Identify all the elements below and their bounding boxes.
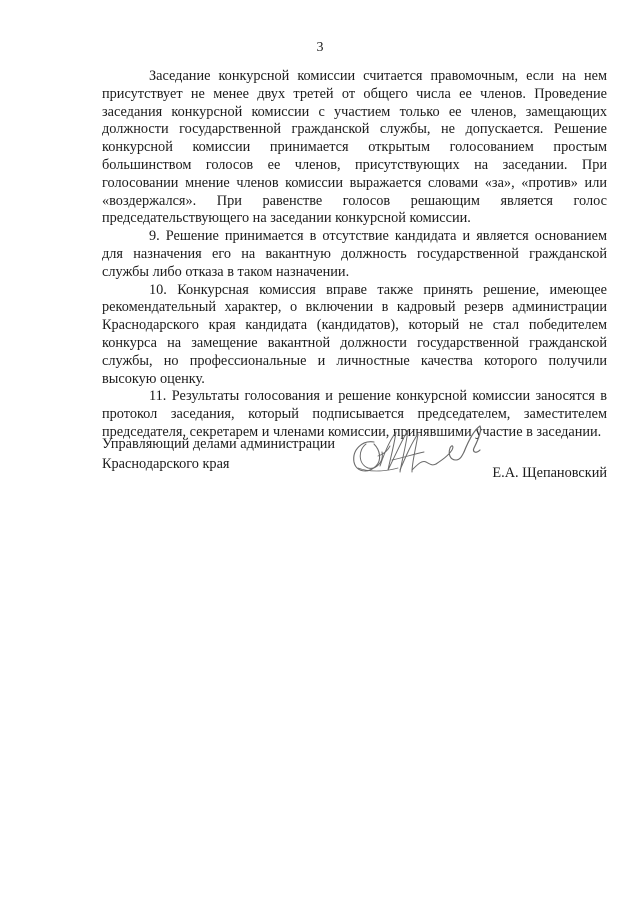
paragraph-10: 10. Конкурсная комиссия вправе также принять решение, имеющее рекомендательный характер, о включении в кадровый резерв администрации Краснодарского края кандидата (кандидатов), который не стал победителем конкурса на замещение вакантной должности государственной гражданской службы, но профессиональные и личностные качества которого получили высокую оценку. [102, 281, 607, 387]
signer-name: Е.А. Щепановский [492, 465, 607, 481]
paragraph-quorum: Заседание конкурсной комиссии считается правомочным, если на нем присутствует не менее двух третей от общего числа ее членов. Проведение заседания конкурсной комиссии с участием только ее членов, замещающих должности государственной гражданской службы, не допускается. Решение конкурсной комиссии принимается открытым голосованием простым большинством голосов ее членов, присутствующих на заседании. При голосовании мнение членов комиссии выражается словами «за», «против» или «воздержался». При равенстве голосов решающим является голос председательствующего на заседании конкурсной комиссии. [102, 68, 607, 227]
signer-title [102, 434, 335, 474]
signature-block [102, 434, 607, 494]
page-number: 3 [316, 40, 324, 55]
paragraph-11: 11. Результаты голосования и решение конкурсной комиссии заносятся в протокол заседания, который подписывается председателем, заместителем председателя, секретарем и членами комиссии, принявшими участие в заседании. [102, 388, 607, 440]
document-body [102, 68, 607, 442]
signer-title-line-2: Краснодарского края [102, 456, 230, 472]
handwritten-signature [344, 420, 500, 486]
paragraph-9: 9. Решение принимается в отсутствие кандидата и является основанием для назначения его на вакантную должность государственной гражданской службы либо отказа в таком назначении. [102, 228, 607, 280]
signer-title-line-1: Управляющий делами администрации [102, 436, 336, 452]
